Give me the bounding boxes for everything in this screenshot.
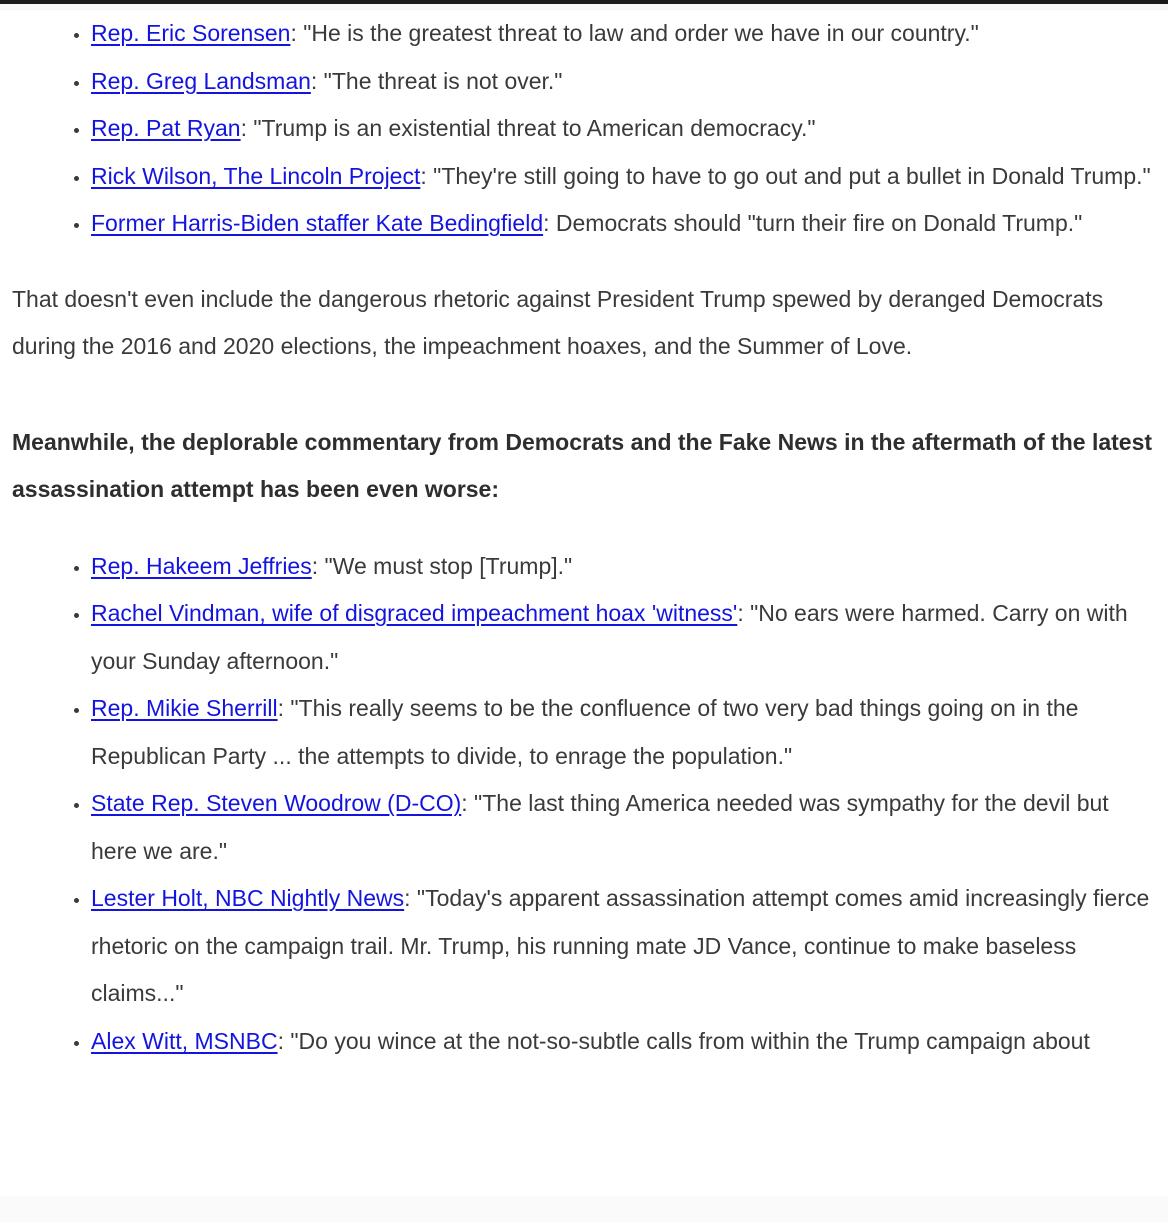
- quote-list-first: [12, 10, 1154, 248]
- list-item: [91, 153, 1154, 201]
- list-item: [91, 780, 1154, 875]
- quote-text: : "Trump is an existential threat to American democracy.": [240, 115, 816, 141]
- quote-text: : "The threat is not over.": [310, 67, 563, 94]
- quote-text: : "Today's apparent assassination attempt comes amid increasingly fierce rhetoric on the campaign trail. Mr. Trump, his running mate JD Vance, continue to make baseless claims...": [91, 885, 1150, 1006]
- quote-text: : "The last thing America needed was sympathy for the devil but here we are.": [91, 790, 1109, 864]
- quote-text: : "Do you wince at the not-so-subtle calls from within the Trump campaign about: [277, 1027, 1090, 1054]
- email-body: [0, 10, 1168, 1065]
- list-item: [91, 200, 1154, 248]
- link-state-rep-steven-woodrow[interactable]: State Rep. Steven Woodrow (D-CO): [91, 790, 462, 816]
- quote-text: : "No ears were harmed. Carry on with your Sunday afternoon.": [91, 600, 1128, 674]
- link-lester-holt-nbc[interactable]: Lester Holt, NBC Nightly News: [91, 885, 405, 911]
- list-item: [91, 58, 1154, 106]
- list-item: [91, 875, 1154, 1018]
- link-rep-hakeem-jeffries[interactable]: Rep. Hakeem Jeffries: [91, 552, 312, 579]
- link-kate-bedingfield[interactable]: Former Harris-Biden staffer Kate Bedingfield: [91, 210, 544, 236]
- list-item: [91, 10, 1154, 58]
- quote-text: : Democrats should "turn their fire on Donald Trump.": [543, 210, 1083, 236]
- quote-text: : "He is the greatest threat to law and order we have in our country.": [290, 20, 979, 46]
- quote-text: : "They're still going to have to go out and put a bullet in Donald Trump.": [420, 162, 1151, 189]
- link-rick-wilson-lincoln-project[interactable]: Rick Wilson, The Lincoln Project: [91, 162, 421, 189]
- link-alex-witt-msnbc[interactable]: Alex Witt, MSNBC: [91, 1027, 278, 1054]
- paragraph-meanwhile-bold: Meanwhile, the deplorable commentary from Democrats and the Fake News in the aftermath of the latest assassination attempt has been even worse:: [12, 428, 1153, 502]
- list-item: [91, 590, 1154, 685]
- paragraph-rhetoric: That doesn't even include the dangerous rhetoric against President Trump spewed by deranged Democrats during the 2016 and 2020 elections, the impeachment hoaxes, and the Summer of Love.: [12, 285, 1104, 359]
- quote-text: : "This really seems to be the confluence of two very bad things going on in the Republican Party ... the attempts to divide, to enrage the population.": [91, 695, 1079, 769]
- link-rep-mikie-sherrill[interactable]: Rep. Mikie Sherrill: [91, 695, 278, 721]
- quote-list-second: [12, 543, 1154, 1066]
- list-item: [91, 543, 1154, 591]
- link-rep-greg-landsman[interactable]: Rep. Greg Landsman: [91, 67, 311, 94]
- list-item: [91, 685, 1154, 780]
- list-item-clipped: [91, 1018, 1154, 1066]
- list-item: [91, 105, 1154, 153]
- link-rachel-vindman[interactable]: Rachel Vindman, wife of disgraced impeachment hoax 'witness': [91, 600, 738, 626]
- link-rep-eric-sorensen[interactable]: Rep. Eric Sorensen: [91, 20, 291, 46]
- link-rep-pat-ryan[interactable]: Rep. Pat Ryan: [91, 115, 241, 141]
- quote-text: : "We must stop [Trump].": [311, 552, 573, 579]
